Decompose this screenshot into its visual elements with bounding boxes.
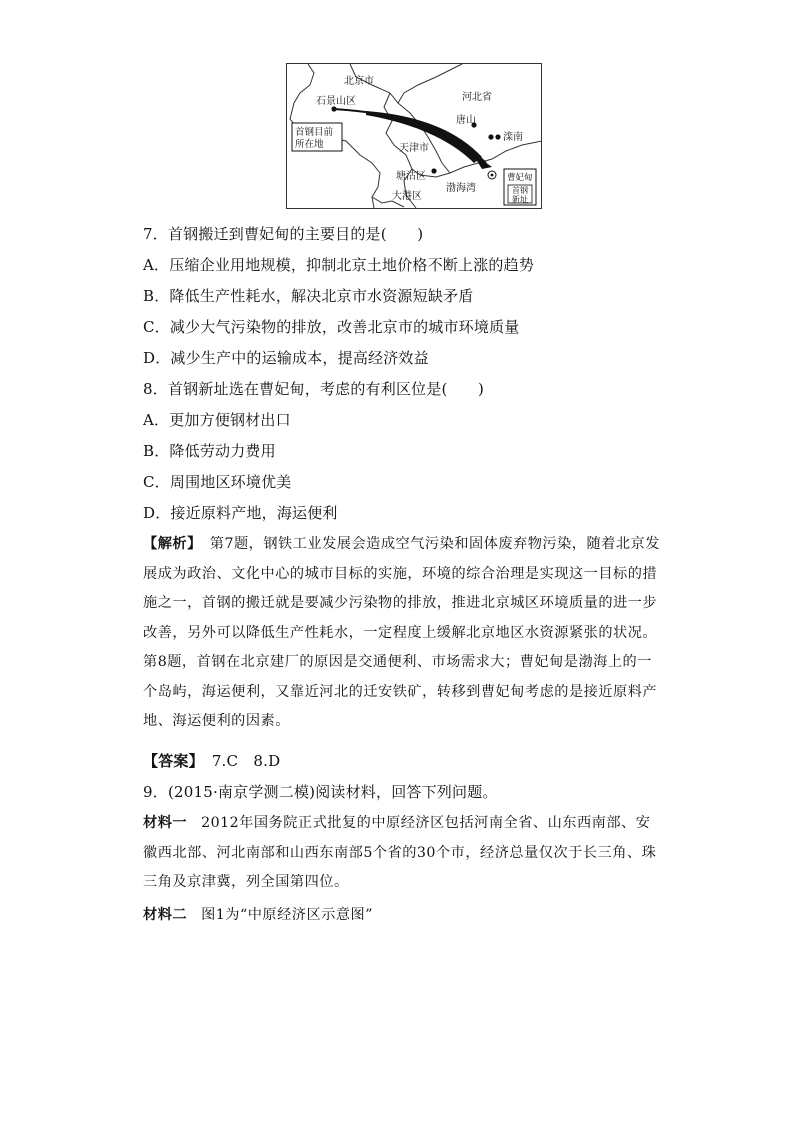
luannan-label: 滦南 — [503, 132, 523, 143]
answer-text: 7.C 8.D — [211, 752, 281, 770]
question-9-stem: 9．(2015·南京学测二模)阅读材料，回答下列问题。 — [143, 783, 498, 801]
question-7-option-b: B．降低生产性耗水，解决北京市水资源短缺矛盾 — [143, 287, 474, 305]
question-7-option-a: A．压缩企业用地规模，抑制北京土地价格不断上涨的趋势 — [143, 256, 535, 274]
analysis-tag: 【解析】 — [143, 536, 202, 552]
luannan-point — [495, 134, 500, 139]
question-8-option-c: C．周围地区环境优美 — [143, 473, 292, 491]
shijingshan-label: 石景山区 — [316, 96, 356, 107]
question-8-stem: 8．首钢新址选在曹妃甸，考虑的有利区位是( ) — [143, 380, 485, 398]
map-svg — [286, 63, 542, 209]
tangshan-label: 唐山 — [456, 115, 476, 126]
shijingshan-point — [331, 106, 336, 111]
new-site-label-1: 首钢 — [512, 186, 528, 195]
analysis-text: 第7题，钢铁工业发展会造成空气污染和固体废弃物污染，随着北京发展成为政治、文化中心的城市目标的实施，环境的综合治理是实现这一目标的措施之一，首钢的搬迁就是要减少污染物的排放，推进北京城区环境质量的进一步改善，另外可以降低生产性耗水，一定程度上缓解北京地区水资源紧张的状况。第8题，首钢在北京建厂的原因是交通便利、市场需求大；曹妃甸是渤海上的一个岛屿，海运便利，又靠近河北的迁安铁矿，转移到曹妃甸考虑的是接近原料产地、海运便利的因素。 — [143, 536, 660, 729]
bohai-label: 渤海湾 — [446, 183, 476, 194]
tianjin-label: 天津市 — [399, 143, 429, 154]
material-2-text: 图1为“中原经济区示意图” — [201, 907, 373, 923]
material-2-label: 材料二 — [143, 907, 188, 923]
question-8-option-d: D．接近原料产地，海运便利 — [143, 504, 338, 522]
tangshan-point — [488, 134, 493, 139]
tanggu-label: 塘沽区 — [396, 171, 426, 182]
hebei-label: 河北省 — [462, 92, 492, 103]
dagang-label: 大港区 — [392, 191, 422, 202]
caofeidian-label: 曹妃甸 — [507, 173, 533, 183]
question-8-option-b: B．降低劳动力费用 — [143, 442, 276, 460]
current-site-label-1: 首钢目前 — [295, 127, 334, 138]
tanggu-point — [431, 168, 436, 173]
question-8-option-a: A．更加方便钢材出口 — [143, 411, 291, 429]
answer-line — [143, 751, 280, 771]
question-7-option-c: C．减少大气污染物的排放，改善北京市的城市环境质量 — [143, 318, 520, 336]
material-2-paragraph — [143, 901, 663, 931]
question-7-stem: 7．首钢搬迁到曹妃甸的主要目的是( ) — [143, 225, 424, 243]
material-1-paragraph — [143, 809, 663, 898]
current-site-label-2: 所在地 — [295, 139, 324, 150]
new-site-label-2: 新址 — [512, 195, 528, 204]
material-1-label: 材料一 — [143, 815, 188, 831]
question-7-option-d: D．减少生产中的运输成本，提高经济效益 — [143, 349, 429, 367]
material-1-text: 2012年国务院正式批复的中原经济区包括河南全省、山东西南部、安徽西北部、河北南部和山西东南部5个省的30个市，经济总量仅次于长三角、珠三角及京津冀，列全国第四位。 — [143, 815, 657, 890]
analysis-paragraph — [143, 530, 663, 737]
capital-steel-relocation-map — [286, 63, 542, 209]
answer-tag: 【答案】 — [143, 752, 204, 770]
beijing-label: 北京市 — [344, 76, 374, 87]
